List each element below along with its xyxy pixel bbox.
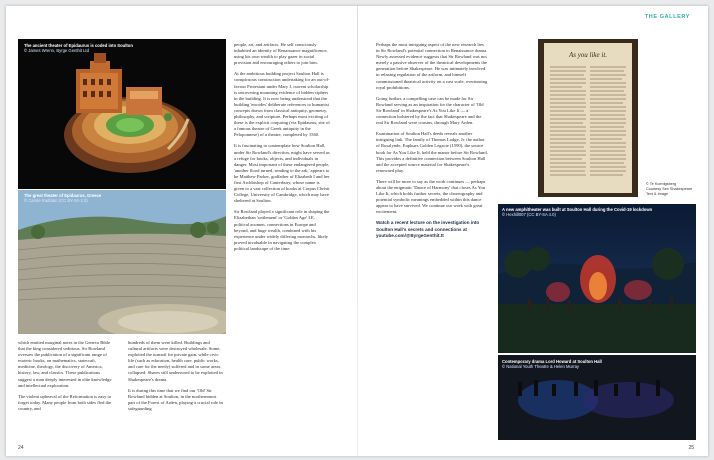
epidaurus-illustration [18, 190, 226, 334]
paragraph: which emitted marginal notes in the Geneva Bible that the king considered seditious. Sir Rowland oversaw the publication of a significant range of esoteric books, on mathematics, statecraft, medicine, theology, the discovery of America, history, law, and classics. These publications suggest a man deeply interested in elite knowledge and intellectual exploration. [18, 340, 112, 388]
paragraph: Examination of Soulton Hall's deeds reveals another intriguing link. The family of Thomas Lodge, Jr. the author of Rosalynde, Euphues Golden Legacie (1590), the source book for As You Like It, held the manor before Sir Rowland. This provides a definitive connection between Soulton Hall and the accepted source material for Shakespeare's renowned play. [376, 131, 488, 173]
epidaurus-caption-credit: © Carole Raddato (CC BY-SA 2.0) [24, 198, 88, 204]
paragraph: It is during this time that we find our 'Old' Sir Rowland hidden at Soulton, in the northernmost part of the Forest of Arden, playing a crucial role in safeguarding [128, 387, 223, 411]
paragraph: Going further, a compelling case can be made for Sir Rowland serving as an inspiration for the character of 'Old Sir Rowland' in Shakespeare's As You Like It — a connection bolstered by the fact that Shakespeare and the real Sir Rowland were cousins, through Mary Arden. [376, 95, 484, 126]
theater-model-photo [18, 39, 226, 189]
paragraph: There will be more to say as the work continues — perhaps about the enigmatic 'Dance of Harmony' that closes As You Like It, which holds further secrets, the choreography and potential symbolic meanings embedded within this dance appear to have survived. We continue our work with great excitement. [376, 178, 486, 215]
amphitheater-photo [498, 204, 696, 440]
left-column-2-bottom [128, 340, 224, 417]
drama-caption [502, 359, 632, 369]
theater-model-illustration [18, 39, 226, 189]
paragraph: Sir Rowland played a significant role in shaping the Elizabethan 'settlement' or 'Golden Age' I.E. political acumen, connections in Europe and beyond, and huge wealth, combined with his experience under widely differing monarchs, likely proved invaluable in navigating the complex political landscape of the time. [234, 209, 330, 251]
left-column-1 [18, 340, 114, 417]
model-caption [24, 43, 174, 53]
spine-gutter [357, 6, 358, 456]
amphitheater-caption [502, 207, 692, 217]
amphitheater-illustration [498, 204, 696, 440]
paragraph: people, art, and artifacts. He self consciously inhabited an identity of Renaissance magnificence, using his own wealth to play gazer in social provision and encouraging others to join him. [234, 42, 328, 66]
right-column-text [376, 42, 488, 244]
page-number-left: 24 [18, 445, 24, 451]
book-caption [646, 182, 702, 196]
lecture-link-text[interactable]: Watch a recent lecture on the investigation into Soulton Hall's secrets and connections at youtube.com/@ByrgeGenthit.tt [376, 220, 480, 238]
amphitheater-caption-credit: © Hexhill007 (CC BY-SA 4.0) [502, 212, 556, 218]
page-number-right: 25 [688, 445, 694, 451]
book-caption-line3: Text & Image [646, 191, 669, 196]
epidaurus-theater-photo [18, 190, 226, 334]
paragraph: The violent upheaval of the Reformation is easy to forget today. Many people from both sides fled the country, and [18, 393, 112, 411]
paragraph: hundreds of them were killed. Buildings and cultural artifacts were destroyed wholesale. Some, exploited the turmoil for private gain, while civic life (such as education, health care, public works, and care for the needy) suffered and in some areas collapsed. Shares still understood to be exploited in Shakespeare's drama. [128, 340, 223, 382]
drama-caption-credit: © National Youth Theatre & Helen Murray [502, 364, 580, 370]
book-text-lines [544, 59, 632, 189]
model-caption-title: The ancient theater of Epidaurus is coded into Soulton [24, 43, 133, 48]
magazine-spread [6, 6, 708, 456]
drama-caption-title: Contemporary drama Lord Howard at Soulton Hall [502, 359, 602, 364]
book-page-title: As you like it. [568, 51, 608, 59]
book-page [544, 43, 632, 193]
paragraph: Perhaps the most intriguing aspect of the new research lies in Sir Rowland's potential connection to Renaissance drama. Newly assessed evidence suggests that Sir Rowland was not merely a passive observer of the theatrical developments the generation before Shakespeare. He was intimately involved in relaxing regulation of the artform, and himself commissioned theatrical activity on a vast scale, overturning royal prohibitions. [376, 42, 488, 90]
as-you-like-it-page-photo [538, 39, 638, 197]
paragraph: It is fascinating to contemplate how Soulton Hall, under Sir Rowland's direction, might have served as a refuge for books, objects, and individuals in danger. Most important of these endangered people, 'another flood turned, sending to the ark,' appears to be Matthew Parker, godfather of Elizabeth I and her first Archbishop of Canterbury, whose name is given to a vast collection of books at Corpus Christi College, University of Cambridge, which may have sheltered at Soulton. [234, 143, 330, 204]
amphitheater-caption-title: A new amphitheater was built at Soulton Hall during the Covid-19 lockdown [502, 207, 653, 212]
left-column-2-top [234, 42, 330, 257]
paragraph: At the ambitious building project Soulton Hall is conspicuous construction undertaking for an out-of-favour Protestant under Mary I, current scholarship is uncovering mounting evidence of hidden ciphers in the building. It is now being understood that the building 'encodes' deliberate references to humanist concepts drawn from classical antiquity, geometry, philosophy, and scripture. Perhaps most exciting of these is the explicit conjuring (via Epidaurus, site of a famous theatre of Greek antiquity in the Peloponnese) of a theatre, completed by 1560. [234, 71, 330, 138]
section-header: THE GALLERY [644, 14, 690, 20]
book-caption-line2: Courtesy Sex Shakespeare [646, 186, 693, 191]
book-caption-line1: © Te Koenigsberg [646, 182, 677, 186]
model-caption-credit: © James Wrenn, Byrge Genthit Ltd [24, 48, 89, 54]
epidaurus-caption-title: The great theater of Epidaurus, Greece [24, 193, 102, 198]
epidaurus-caption [24, 193, 144, 203]
